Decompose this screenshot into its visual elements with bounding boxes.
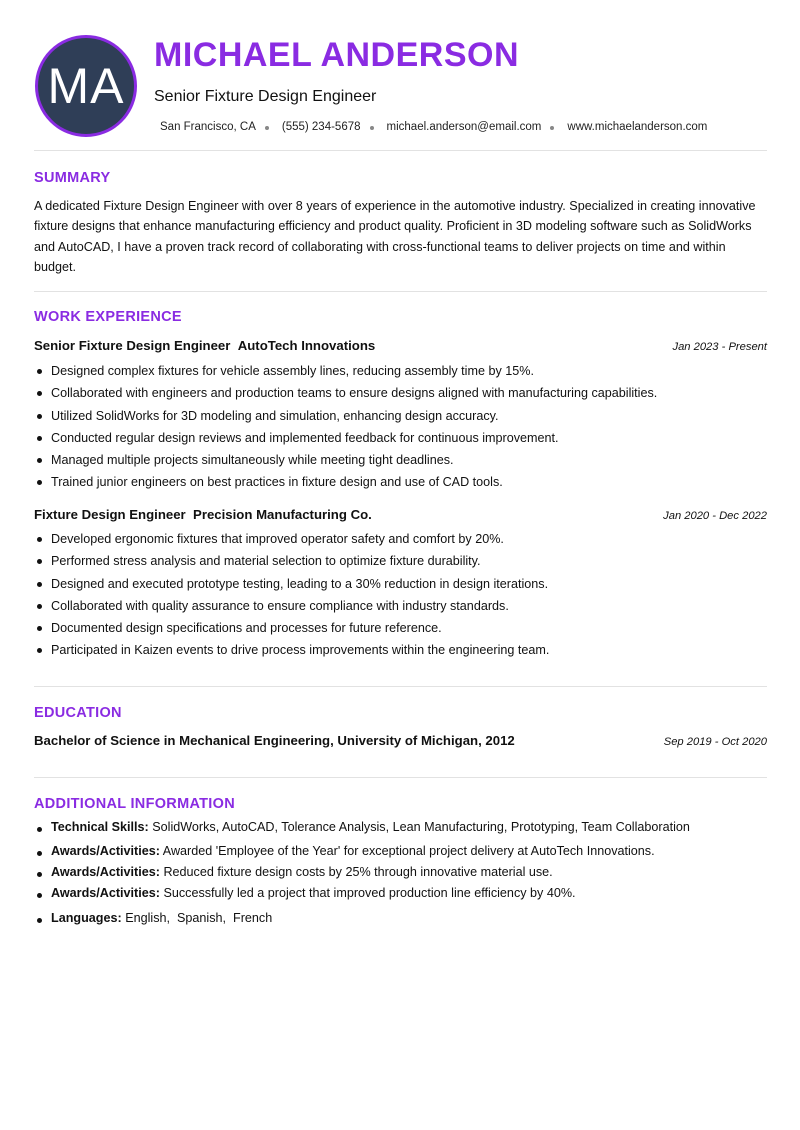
job-header xyxy=(34,338,767,353)
item-label: Awards/Activities: xyxy=(51,844,160,858)
list-item: Trained junior engineers on best practices in fixture design and use of CAD tools. xyxy=(34,471,767,493)
list-item: Developed ergonomic fixtures that improved operator safety and comfort by 20%. xyxy=(34,528,767,550)
item-label: Awards/Activities: xyxy=(51,865,160,879)
list-item xyxy=(34,820,767,834)
separator-dot xyxy=(265,126,269,130)
divider xyxy=(34,777,767,778)
job-header xyxy=(34,507,767,522)
list-item: Utilized SolidWorks for 3D modeling and simulation, enhancing design accuracy. xyxy=(34,405,767,427)
item-text: English, Spanish, French xyxy=(125,911,273,925)
job-company: Precision Manufacturing Co. xyxy=(193,507,372,522)
contact-bar xyxy=(160,121,707,133)
list-item: Performed stress analysis and material selection to optimize fixture durability. xyxy=(34,550,767,572)
contact-phone: (555) 234-5678 xyxy=(281,121,361,133)
experience-heading: WORK EXPERIENCE xyxy=(34,309,182,325)
item-text: Awarded 'Employee of the Year' for exceptional project delivery at AutoTech Innovations. xyxy=(162,844,655,858)
job-bullets xyxy=(34,360,767,494)
divider xyxy=(34,291,767,292)
list-item: Conducted regular design reviews and implemented feedback for continuous improvement. xyxy=(34,427,767,449)
list-item: Documented design specifications and processes for future reference. xyxy=(34,617,767,639)
additional-heading: ADDITIONAL INFORMATION xyxy=(34,796,235,812)
list-item xyxy=(34,844,767,858)
education-degree: Bachelor of Science in Mechanical Engineering, University of Michigan, 2012 xyxy=(34,733,515,748)
list-item: Managed multiple projects simultaneously while meeting tight deadlines. xyxy=(34,449,767,471)
separator-dot xyxy=(550,126,554,130)
education-heading: EDUCATION xyxy=(34,705,122,721)
job-dates: Jan 2023 - Present xyxy=(672,341,767,353)
job-role: Fixture Design Engineer xyxy=(34,507,186,522)
list-item xyxy=(34,911,767,925)
divider xyxy=(34,150,767,151)
list-item: Collaborated with engineers and production teams to ensure designs aligned with manufacturing capabilities. xyxy=(34,382,767,404)
avatar xyxy=(35,35,137,137)
list-item xyxy=(34,865,767,879)
list-item: Collaborated with quality assurance to ensure compliance with industry standards. xyxy=(34,595,767,617)
item-text: Successfully led a project that improved production line efficiency by 40%. xyxy=(163,886,576,900)
job-role-line xyxy=(34,338,375,353)
education-dates: Sep 2019 - Oct 2020 xyxy=(663,736,767,748)
list-item xyxy=(34,886,767,900)
item-text: SolidWorks, AutoCAD, Tolerance Analysis, Lean Manufacturing, Prototyping, Team Collaboration xyxy=(152,820,690,834)
summary-heading: SUMMARY xyxy=(34,170,111,186)
list-item: Participated in Kaizen events to drive process improvements within the engineering team. xyxy=(34,639,767,661)
job-bullets xyxy=(34,528,767,662)
item-text: Reduced fixture design costs by 25% through innovative material use. xyxy=(163,865,553,879)
job-company: AutoTech Innovations xyxy=(237,338,376,353)
summary-text: A dedicated Fixture Design Engineer with over 8 years of experience in the automotive industry. Specialized in creating innovative fixture designs that enhance manufacturing efficiency and product quality. Proficient in 3D modeling software such as SolidWorks and AutoCAD, I have a proven track record of collaborating with cross-functional teams to deliver projects on time and within budget. xyxy=(34,199,756,274)
item-label: Languages: xyxy=(51,911,122,925)
contact-location: San Francisco, CA xyxy=(160,121,256,133)
list-item: Designed complex fixtures for vehicle assembly lines, reducing assembly time by 15%. xyxy=(34,360,767,382)
job-dates: Jan 2020 - Dec 2022 xyxy=(663,510,767,522)
candidate-title: Senior Fixture Design Engineer xyxy=(154,88,377,105)
contact-website[interactable]: www.michaelanderson.com xyxy=(567,121,708,133)
divider xyxy=(34,686,767,687)
item-label: Technical Skills: xyxy=(51,820,149,834)
additional-list xyxy=(34,820,767,925)
separator-dot xyxy=(370,126,374,130)
education-row xyxy=(34,733,767,748)
job-role-line xyxy=(34,507,372,522)
candidate-name: MICHAEL ANDERSON xyxy=(154,36,520,74)
contact-email[interactable]: michael.anderson@email.com xyxy=(386,121,542,133)
avatar-initials: MA xyxy=(47,58,125,114)
job-role: Senior Fixture Design Engineer xyxy=(34,338,231,353)
item-label: Awards/Activities: xyxy=(51,886,160,900)
list-item: Designed and executed prototype testing, leading to a 30% reduction in design iterations. xyxy=(34,573,767,595)
